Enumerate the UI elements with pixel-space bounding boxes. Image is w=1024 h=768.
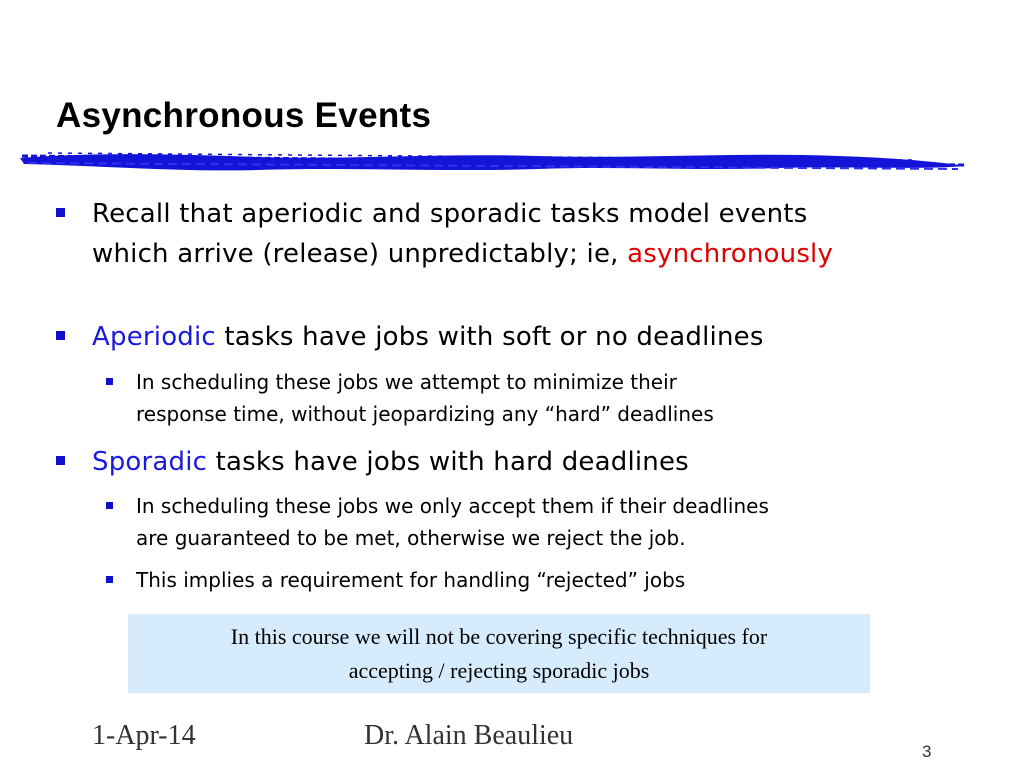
sub-bullet-line2: are guaranteed to be met, otherwise we reject the job. [136,526,686,550]
footer-date: 1-Apr-14 [92,720,196,751]
note-line1: In this course we will not be covering specific techniques for [230,624,768,649]
sub-bullet-item [136,564,685,596]
sub-bullet-line1: In scheduling these jobs we attempt to minimize their [136,370,677,394]
note-line2: accepting / rejecting sporadic jobs [348,658,650,683]
bullet-text-line2 [92,234,833,274]
square-bullet-icon [56,456,65,465]
sub-bullet-line1: In scheduling these jobs we only accept them if their deadlines [136,494,769,518]
bullet-item [92,442,689,482]
bullet-text-line1: Recall that aperiodic and sporadic tasks model events [92,199,808,229]
brush-underline-decoration [18,144,970,184]
slide-title: Asynchronous Events [56,96,432,135]
sub-bullet-line1: This implies a requirement for handling “rejected” jobs [136,568,686,592]
bullet-text: which arrive (release) unpredictably; ie, [92,239,628,269]
emphasis-asynchronously: asynchronously [627,239,834,269]
square-bullet-icon [106,378,113,385]
bullet-item [92,317,764,357]
page-number: 3 [922,742,932,761]
bullet-text: tasks have jobs with soft or no deadlines [215,322,764,352]
sub-bullet-item [136,490,769,554]
sub-bullet-line2: response time, without jeopardizing any “hard” deadlines [136,402,714,426]
square-bullet-icon [56,331,65,340]
footer-author: Dr. Alain Beaulieu [364,720,574,751]
bullet-text: tasks have jobs with hard deadlines [207,447,689,477]
bullet-item [92,194,833,274]
square-bullet-icon [106,576,113,583]
term-aperiodic: Aperiodic [92,322,216,352]
note-box [128,614,870,693]
square-bullet-icon [106,502,113,509]
sub-bullet-item [136,366,714,430]
square-bullet-icon [56,208,65,217]
term-sporadic: Sporadic [92,447,208,477]
